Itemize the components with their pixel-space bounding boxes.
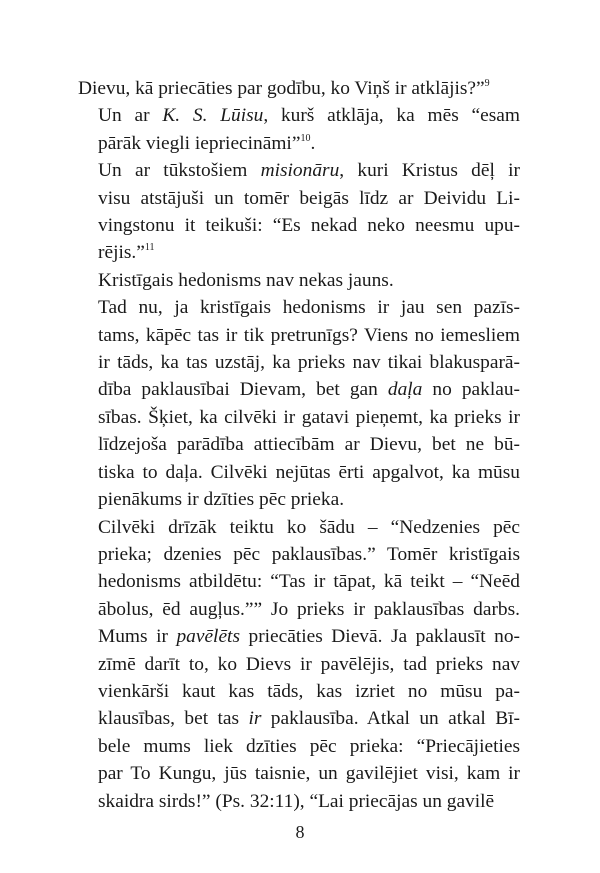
text-line: [78, 404, 520, 431]
text-line: [78, 294, 520, 321]
text-line: [78, 596, 520, 623]
footnote-marker: 9: [484, 78, 490, 89]
text-line: [78, 239, 520, 266]
text-segment: par To Kungu, jūs taisnie, un gavilējiet visi, kam ir: [98, 763, 520, 785]
text-segment: pienākums ir dzīties pēc prieka.: [98, 489, 345, 511]
text-line: [78, 678, 520, 705]
paragraph: [78, 294, 520, 513]
text-line: [78, 267, 520, 294]
emphasis-text: ir: [248, 708, 262, 730]
paragraph: [78, 267, 520, 294]
paragraph: [78, 514, 520, 815]
text-segment: Un ar tūkstošiem: [98, 160, 261, 182]
page-number: 8: [295, 822, 305, 842]
text-line: [78, 705, 520, 732]
text-segment: ir tāds, ka tas uzstāj, ka prieks nav tikai blakusparā-: [98, 352, 520, 374]
text-segment: Mums ir: [98, 626, 177, 648]
text-line: [78, 459, 520, 486]
text-segment: priecāties Dievā. Ja paklausīt no-: [239, 626, 521, 648]
emphasis-text: pavēlēts: [176, 626, 240, 648]
emphasis-text: misionāru: [260, 160, 340, 182]
text-line: [78, 75, 520, 102]
text-segment: Tad nu, ja kristīgais hedonisms ir jau sen pazīs-: [98, 297, 520, 319]
text-line: [78, 102, 520, 129]
text-segment: no paklau-: [422, 379, 520, 401]
text-segment: bele mums liek dzīties pēc prieka: “Priecājieties: [98, 735, 520, 757]
text-segment: dība paklausībai Dievam, bet gan: [98, 379, 388, 401]
text-segment: Kristīgais hedonisms nav nekas jauns.: [98, 269, 394, 291]
text-line: [78, 760, 520, 787]
text-segment: pārāk viegli iepriecināmi”: [98, 132, 301, 154]
text-line: [78, 376, 520, 403]
text-segment: skaidra sirds!” (Ps. 32:11), “Lai priecājas un gavilē: [98, 790, 495, 812]
text-segment: tams, kāpēc tas ir tik pretrunīgs? Viens no iemesliem: [98, 324, 520, 346]
text-line: [78, 486, 520, 513]
emphasis-text: daļa: [387, 379, 423, 401]
paragraph: [78, 157, 520, 267]
text-segment: klausības, bet tas: [98, 708, 249, 730]
text-line: [78, 733, 520, 760]
page-text-body: [78, 75, 520, 815]
paragraph: [78, 102, 520, 157]
footnote-marker: 11: [144, 242, 155, 254]
text-segment: , kuri Kristus dēļ ir: [339, 160, 520, 182]
text-segment: hedonisms atbildētu: “Tas ir tāpat, kā teikt – “Neēd: [98, 571, 520, 593]
text-segment: rējis.”: [98, 242, 145, 264]
text-segment: zīmē darīt to, ko Dievs ir pavēlējis, tad prieks nav: [98, 653, 520, 675]
text-segment: ābolus, ēd augļus.”” Jo prieks ir paklausības darbs.: [98, 598, 520, 620]
text-segment: Cilvēki drīzāk teiktu ko šādu – “Nedzenies pēc: [98, 516, 520, 538]
text-segment: Un ar: [98, 105, 163, 127]
text-segment: paklausība. Atkal un atkal Bī-: [261, 708, 520, 730]
text-line: [78, 541, 520, 568]
text-line: [78, 623, 520, 650]
emphasis-text: K. S. Lūisu: [162, 105, 264, 127]
text-segment: vienkārši kaut kas tāds, kas izriet no mūsu pa-: [98, 680, 520, 702]
text-line: [78, 514, 520, 541]
text-segment: prieka; dzenies pēc paklausības.” Tomēr kristīgais: [98, 543, 520, 565]
text-line: [78, 349, 520, 376]
text-line: [78, 568, 520, 595]
text-line: [78, 651, 520, 678]
text-segment: tiska to daļa. Cilvēki nejūtas ērti apgalvot, ka mūsu: [98, 461, 520, 483]
text-line: [78, 322, 520, 349]
footnote-marker: 10: [300, 132, 311, 144]
text-segment: visu atstājuši un tomēr beigās līdz ar Deividu Li-: [98, 187, 520, 209]
text-segment: sības. Šķiet, ka cilvēki ir gatavi pieņemt, ka prieks ir: [98, 406, 520, 428]
text-line: [78, 185, 520, 212]
text-segment: .: [310, 132, 316, 154]
text-line: [78, 130, 520, 157]
text-segment: vingstonu it teikuši: “Es nekad neko neesmu upu-: [98, 215, 520, 237]
text-segment: , kurš atklāja, ka mēs “esam: [263, 105, 520, 127]
text-line: [78, 212, 520, 239]
text-segment: līdzejoša parādība attiecībām ar Dievu, bet ne bū-: [98, 434, 520, 456]
paragraph: [78, 75, 520, 102]
text-line: [78, 788, 520, 815]
text-line: [78, 431, 520, 458]
text-segment: Dievu, kā priecāties par godību, ko Viņš ir atklājis?”: [78, 78, 485, 99]
text-line: [78, 157, 520, 184]
